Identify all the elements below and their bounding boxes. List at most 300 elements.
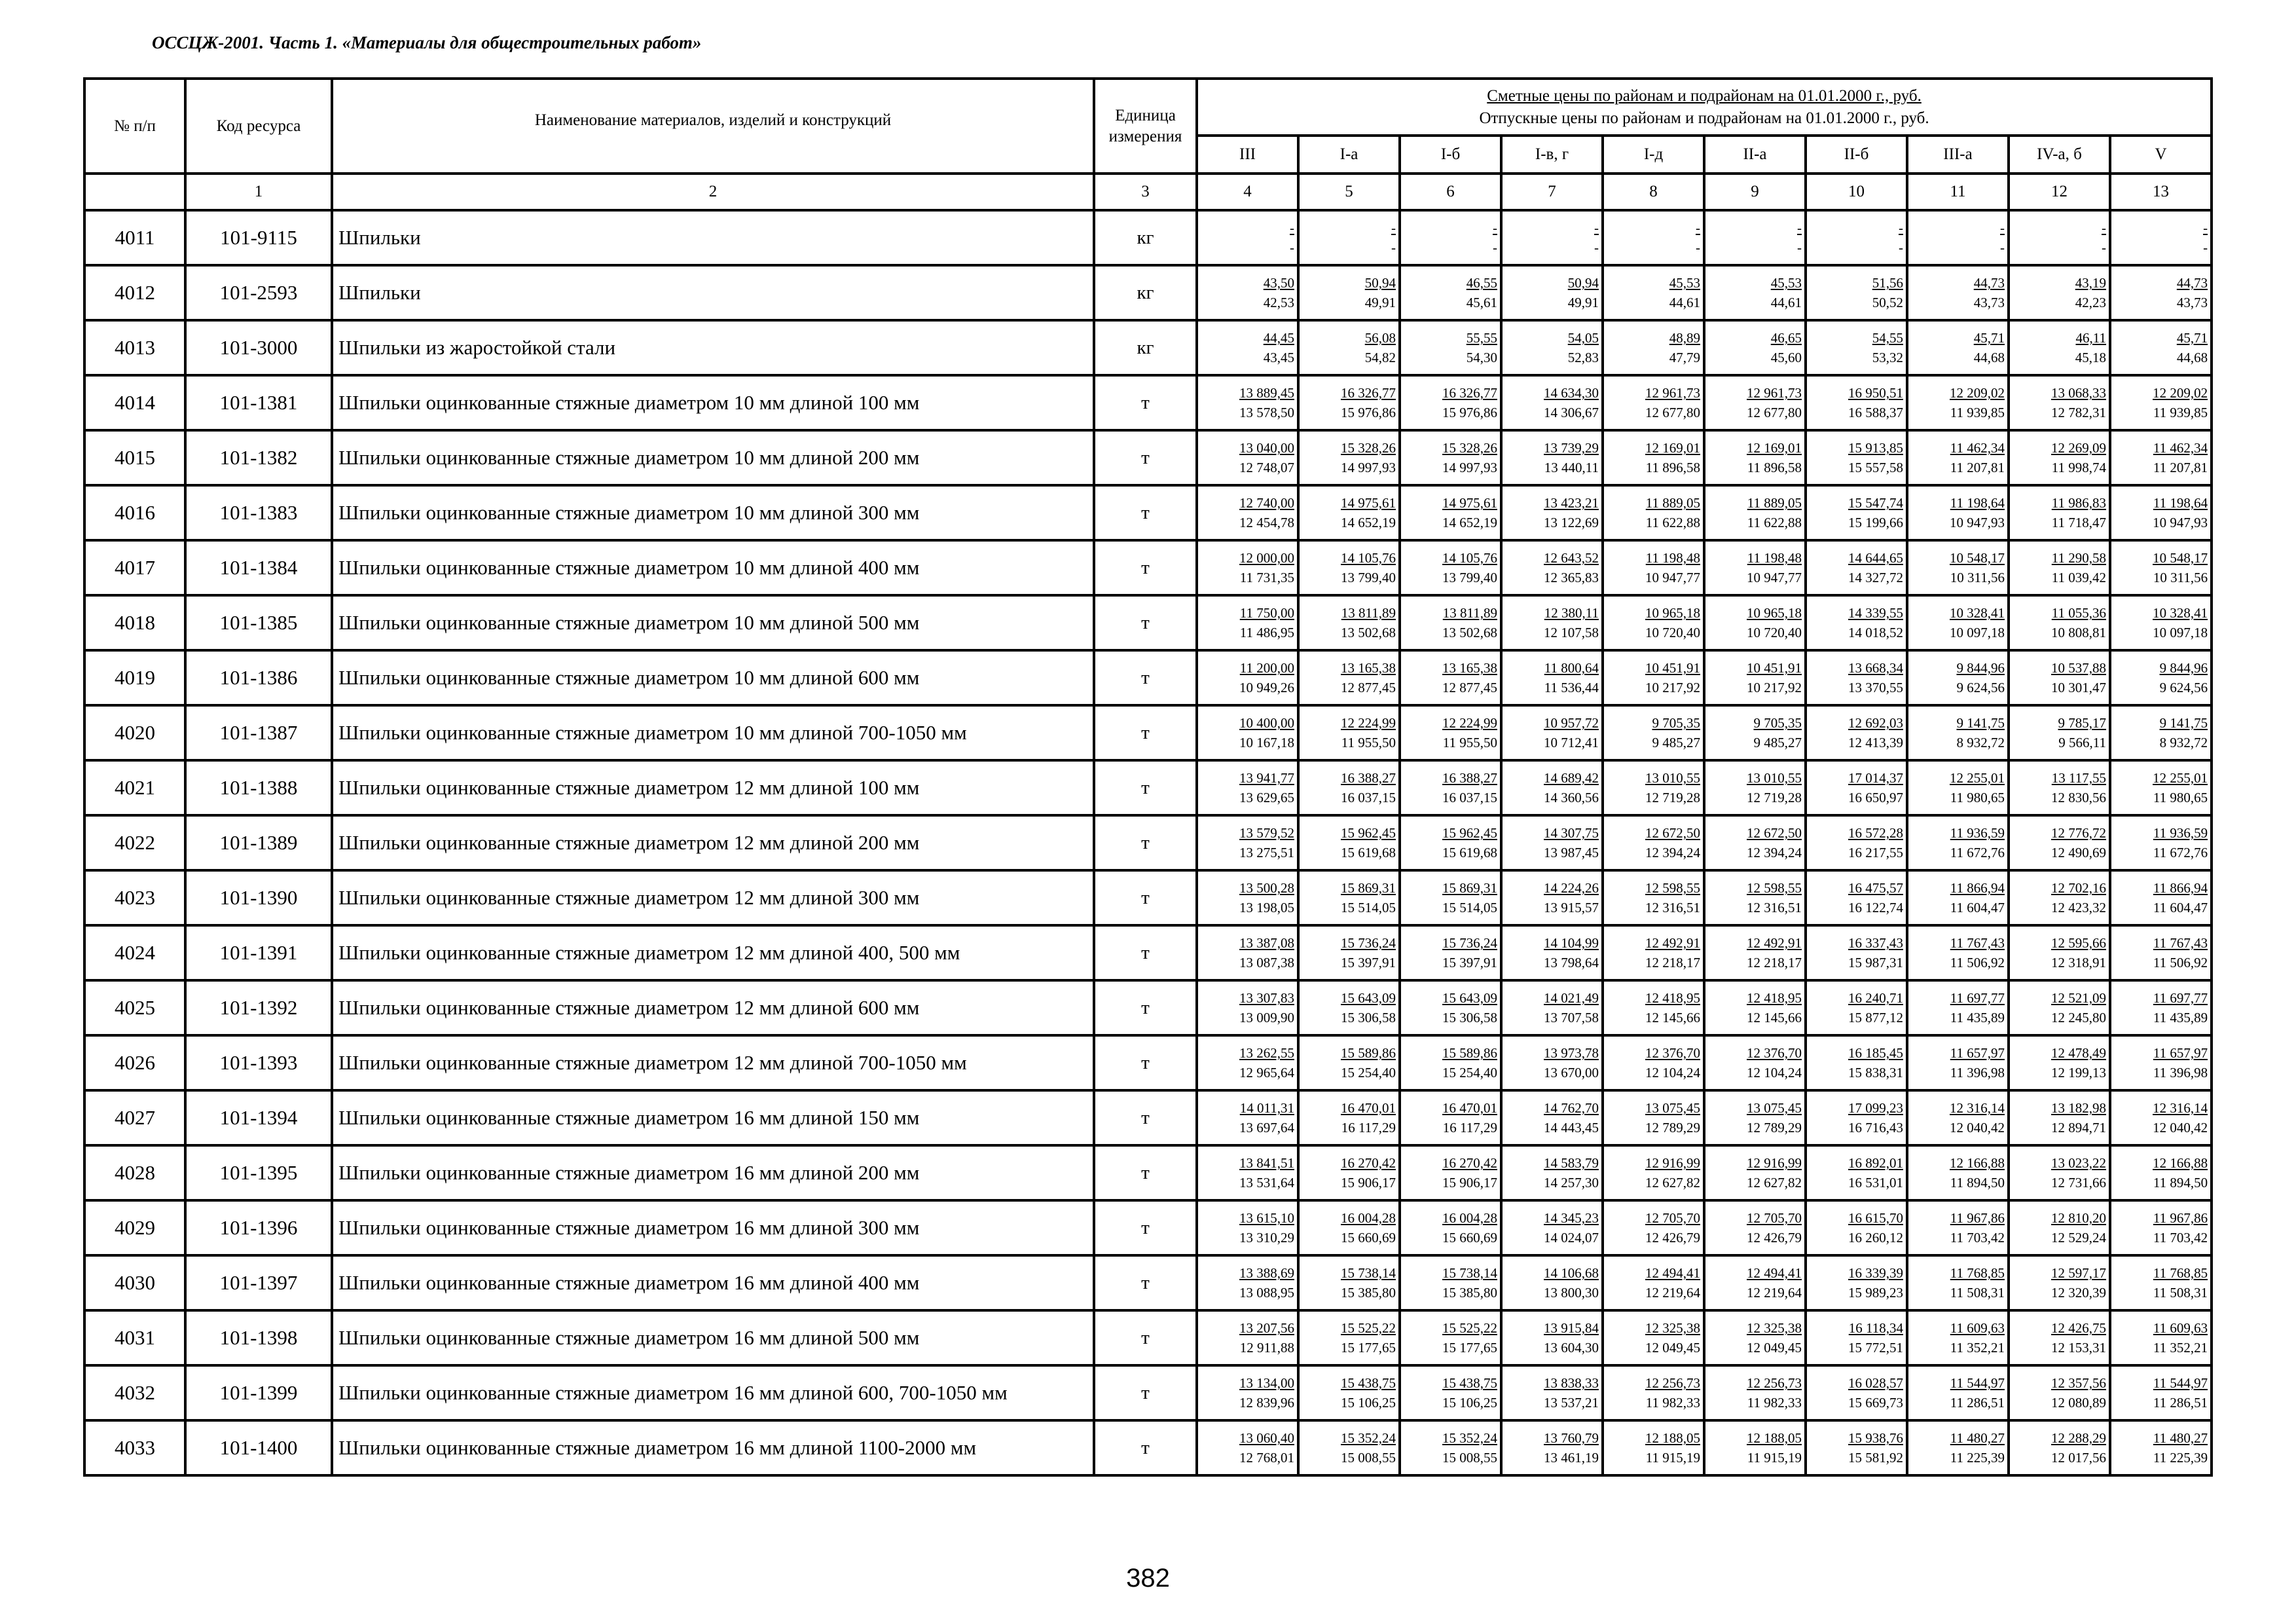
unit-of-measure: т xyxy=(1094,375,1197,430)
price-cell xyxy=(2110,265,2212,320)
unit-of-measure: т xyxy=(1094,925,1197,980)
estimate-price: 13 207,56 xyxy=(1239,1320,1294,1336)
price-cell xyxy=(1603,1035,1704,1090)
estimate-price: 12 209,02 xyxy=(2153,385,2208,401)
estimate-price: 14 634,30 xyxy=(1544,385,1599,401)
release-price: 11 982,33 xyxy=(1747,1395,1802,1411)
resource-code: 101-1395 xyxy=(185,1145,332,1200)
price-cell xyxy=(1806,1200,1907,1255)
estimate-price: 11 200,00 xyxy=(1239,660,1294,676)
price-cell xyxy=(2110,540,2212,595)
price-cell xyxy=(1603,760,1704,815)
price-cell xyxy=(1806,1035,1907,1090)
release-price: 12 145,66 xyxy=(1747,1010,1802,1025)
material-name: Шпильки xyxy=(332,265,1094,320)
release-price: 10 947,77 xyxy=(1747,570,1802,585)
table-row xyxy=(84,1310,2212,1365)
estimate-price: 11 936,59 xyxy=(1950,825,2005,841)
estimate-price: 11 767,43 xyxy=(1950,935,2005,951)
estimate-price: 12 426,75 xyxy=(2051,1320,2106,1336)
estimate-price: 11 768,85 xyxy=(2153,1265,2208,1281)
estimate-price: 12 255,01 xyxy=(2153,770,2208,786)
release-price: 11 703,42 xyxy=(2153,1230,2208,1246)
price-cell xyxy=(1603,485,1704,540)
release-price: 10 947,93 xyxy=(1950,515,2005,530)
column-number-cell: 11 xyxy=(1907,174,2009,210)
table-row xyxy=(84,1365,2212,1420)
estimate-price: 11 462,34 xyxy=(2153,440,2208,456)
material-name: Шпильки оцинкованные стяжные диаметром 16 мм длиной 300 мм xyxy=(332,1200,1094,1255)
estimate-price: 12 705,70 xyxy=(1645,1210,1700,1226)
estimate-price: 43,50 xyxy=(1263,275,1294,291)
release-price: 13 915,57 xyxy=(1544,900,1599,915)
estimate-price: - xyxy=(1290,220,1294,236)
estimate-price: 15 438,75 xyxy=(1442,1375,1497,1391)
estimate-price: 12 810,20 xyxy=(2051,1210,2106,1226)
release-price: 11 286,51 xyxy=(1950,1395,2005,1411)
release-price: 12 080,89 xyxy=(2051,1395,2106,1411)
price-cell xyxy=(1298,760,1400,815)
price-cell xyxy=(1806,595,1907,650)
estimate-price: 10 957,72 xyxy=(1544,715,1599,731)
release-price: 13 987,45 xyxy=(1544,845,1599,860)
release-price: 16 037,15 xyxy=(1442,790,1497,805)
price-cell xyxy=(1197,705,1298,760)
release-price: 10 167,18 xyxy=(1239,735,1294,750)
release-price: 13 440,11 xyxy=(1544,460,1599,475)
estimate-price: 12 256,73 xyxy=(1645,1375,1700,1391)
estimate-price: 14 975,61 xyxy=(1442,495,1497,511)
row-number: 4027 xyxy=(84,1090,185,1145)
release-price: 11 703,42 xyxy=(1950,1230,2005,1246)
release-price: 13 461,19 xyxy=(1544,1450,1599,1466)
estimate-price: 11 889,05 xyxy=(1747,495,1802,511)
price-cell xyxy=(2009,320,2110,375)
release-price: 11 622,88 xyxy=(1645,515,1700,530)
resource-code: 101-1384 xyxy=(185,540,332,595)
release-price: 15 989,23 xyxy=(1848,1285,1903,1301)
unit-of-measure: т xyxy=(1094,1090,1197,1145)
resource-code: 101-1399 xyxy=(185,1365,332,1420)
release-price: 11 352,21 xyxy=(1950,1340,2005,1356)
resource-code: 101-1381 xyxy=(185,375,332,430)
estimate-price: 12 188,05 xyxy=(1645,1430,1700,1446)
row-number: 4030 xyxy=(84,1255,185,1310)
price-cell xyxy=(1907,540,2009,595)
estimate-price: 14 307,75 xyxy=(1544,825,1599,841)
estimate-price: 45,71 xyxy=(2176,330,2208,346)
release-price: 15 838,31 xyxy=(1848,1065,1903,1080)
release-price: 15 877,12 xyxy=(1848,1010,1903,1025)
table-row xyxy=(84,980,2212,1035)
price-cell xyxy=(2009,980,2110,1035)
price-cell xyxy=(1197,375,1298,430)
estimate-price: 15 328,26 xyxy=(1442,440,1497,456)
estimate-price: 10 451,91 xyxy=(1645,660,1700,676)
price-header-release: Отпускные цены по районам и подрайонам на 01.01.2000 г., руб. xyxy=(1479,109,1929,127)
release-price: 10 097,18 xyxy=(1950,625,2005,640)
estimate-price: 12 325,38 xyxy=(1645,1320,1700,1336)
price-cell xyxy=(1501,210,1603,265)
estimate-price: 11 462,34 xyxy=(1950,440,2005,456)
estimate-price: 16 118,34 xyxy=(1848,1320,1903,1336)
price-cell xyxy=(1501,595,1603,650)
estimate-price: 10 400,00 xyxy=(1239,715,1294,731)
column-number-cell: 3 xyxy=(1094,174,1197,210)
price-cell xyxy=(2110,1200,2212,1255)
estimate-price: - xyxy=(1899,220,1903,236)
release-price: 16 588,37 xyxy=(1848,405,1903,420)
price-cell xyxy=(1704,870,1806,925)
estimate-price: 16 470,01 xyxy=(1442,1100,1497,1116)
price-cell xyxy=(1298,1145,1400,1200)
resource-code: 101-9115 xyxy=(185,210,332,265)
estimate-price: 12 478,49 xyxy=(2051,1045,2106,1061)
document-header: ОССЦЖ-2001. Часть 1. «Материалы для общестроительных работ» xyxy=(152,33,702,52)
price-cell xyxy=(1603,1255,1704,1310)
release-price: 10 217,92 xyxy=(1645,680,1700,695)
price-cell xyxy=(2009,375,2110,430)
price-cell xyxy=(1197,1200,1298,1255)
release-price: 15 906,17 xyxy=(1442,1175,1497,1190)
price-cell xyxy=(1298,1365,1400,1420)
unit-of-measure: т xyxy=(1094,1255,1197,1310)
estimate-price: 16 326,77 xyxy=(1442,385,1497,401)
price-cell xyxy=(1501,980,1603,1035)
release-price: 15 660,69 xyxy=(1442,1230,1497,1246)
row-number: 4033 xyxy=(84,1420,185,1475)
price-cell xyxy=(1704,1090,1806,1145)
estimate-price: 13 841,51 xyxy=(1239,1155,1294,1171)
price-cell xyxy=(1806,320,1907,375)
estimate-price: 9 141,75 xyxy=(2159,715,2208,731)
release-price: 15 514,05 xyxy=(1341,900,1396,915)
price-cell xyxy=(1806,1365,1907,1420)
price-cell xyxy=(1501,1200,1603,1255)
price-cell xyxy=(1197,650,1298,705)
price-cell xyxy=(1298,1310,1400,1365)
estimate-price: - xyxy=(1493,220,1497,236)
release-price: 12 423,32 xyxy=(2051,900,2106,915)
release-price: 12 218,17 xyxy=(1747,955,1802,970)
release-price: 15 619,68 xyxy=(1341,845,1396,860)
price-cell xyxy=(2009,760,2110,815)
table-row xyxy=(84,320,2212,375)
estimate-price: 14 975,61 xyxy=(1341,495,1396,511)
resource-code: 101-1394 xyxy=(185,1090,332,1145)
release-price: 12 529,24 xyxy=(2051,1230,2106,1246)
estimate-price: 13 307,83 xyxy=(1239,990,1294,1006)
estimate-price: - xyxy=(1696,220,1700,236)
price-cell xyxy=(1197,1090,1298,1145)
price-cell xyxy=(1704,595,1806,650)
estimate-price: 14 339,55 xyxy=(1848,605,1903,621)
estimate-price: 15 869,31 xyxy=(1442,880,1497,896)
estimate-price: 13 423,21 xyxy=(1544,495,1599,511)
column-number-cell: 10 xyxy=(1806,174,1907,210)
release-price: 10 311,56 xyxy=(2153,570,2208,585)
estimate-price: 11 967,86 xyxy=(2153,1210,2208,1226)
release-price: 10 947,77 xyxy=(1645,570,1700,585)
table-row xyxy=(84,265,2212,320)
estimate-price: 12 521,09 xyxy=(2051,990,2106,1006)
release-price: 16 117,29 xyxy=(1341,1120,1396,1135)
release-price: 11 896,58 xyxy=(1747,460,1802,475)
release-price: 10 808,81 xyxy=(2051,625,2106,640)
release-price: 15 008,55 xyxy=(1341,1450,1396,1466)
estimate-price: 54,05 xyxy=(1567,330,1599,346)
release-price: 12 218,17 xyxy=(1645,955,1700,970)
release-price: 11 435,89 xyxy=(2153,1010,2208,1025)
estimate-price: 13 889,45 xyxy=(1239,385,1294,401)
price-cell xyxy=(2110,870,2212,925)
price-cell xyxy=(2009,870,2110,925)
estimate-price: 43,19 xyxy=(2075,275,2106,291)
estimate-price: 10 537,88 xyxy=(2051,660,2106,676)
price-cell xyxy=(1400,320,1501,375)
column-number-cell: 2 xyxy=(332,174,1094,210)
resource-code: 101-1393 xyxy=(185,1035,332,1090)
release-price: 11 506,92 xyxy=(1950,955,2005,970)
release-price: 13 798,64 xyxy=(1544,955,1599,970)
release-price: 16 716,43 xyxy=(1848,1120,1903,1135)
estimate-price: 11 055,36 xyxy=(2051,605,2106,621)
release-price: 16 650,97 xyxy=(1848,790,1903,805)
price-cell xyxy=(1907,265,2009,320)
release-price: 16 117,29 xyxy=(1442,1120,1497,1135)
price-cell xyxy=(1298,1200,1400,1255)
release-price: 11 980,65 xyxy=(2153,790,2208,805)
price-cell xyxy=(2110,980,2212,1035)
price-cell xyxy=(1501,430,1603,485)
price-cell xyxy=(1806,430,1907,485)
estimate-price: 16 004,28 xyxy=(1341,1210,1396,1226)
price-cell xyxy=(1907,870,2009,925)
estimate-price: 16 270,42 xyxy=(1341,1155,1396,1171)
resource-code: 101-1387 xyxy=(185,705,332,760)
row-number: 4029 xyxy=(84,1200,185,1255)
release-price: 10 720,40 xyxy=(1747,625,1802,640)
price-cell xyxy=(2009,1145,2110,1200)
unit-of-measure: т xyxy=(1094,485,1197,540)
release-price: 11 939,85 xyxy=(2153,405,2208,420)
price-cell xyxy=(1704,760,1806,815)
release-price: 11 982,33 xyxy=(1645,1395,1700,1411)
release-price: 15 557,58 xyxy=(1848,460,1903,475)
resource-code: 101-1388 xyxy=(185,760,332,815)
price-cell xyxy=(1806,1145,1907,1200)
estimate-price: 12 595,66 xyxy=(2051,935,2106,951)
estimate-price: 13 068,33 xyxy=(2051,385,2106,401)
estimate-price: 10 451,91 xyxy=(1747,660,1802,676)
price-cell xyxy=(1400,1255,1501,1310)
release-price: 12 719,28 xyxy=(1747,790,1802,805)
table-row xyxy=(84,1420,2212,1475)
price-cell xyxy=(1806,650,1907,705)
release-price: 12 365,83 xyxy=(1544,570,1599,585)
price-cell xyxy=(1907,1200,2009,1255)
material-name: Шпильки оцинкованные стяжные диаметром 10 мм длиной 600 мм xyxy=(332,650,1094,705)
estimate-price: 14 105,76 xyxy=(1442,550,1497,566)
row-number: 4013 xyxy=(84,320,185,375)
release-price: 13 087,38 xyxy=(1239,955,1294,970)
estimate-price: 12 376,70 xyxy=(1747,1045,1802,1061)
price-cell xyxy=(1704,815,1806,870)
release-price: 14 652,19 xyxy=(1341,515,1396,530)
price-cell xyxy=(1806,980,1907,1035)
estimate-price: 45,53 xyxy=(1669,275,1700,291)
estimate-price: 44,45 xyxy=(1263,330,1294,346)
price-cell xyxy=(1298,650,1400,705)
estimate-price: 11 866,94 xyxy=(1950,880,2005,896)
price-cell xyxy=(1400,760,1501,815)
price-cell xyxy=(1907,1255,2009,1310)
price-cell xyxy=(1197,210,1298,265)
estimate-price: 11 544,97 xyxy=(2153,1375,2208,1391)
price-cell xyxy=(1806,1310,1907,1365)
estimate-price: 12 916,99 xyxy=(1645,1155,1700,1171)
estimate-price: 16 950,51 xyxy=(1848,385,1903,401)
price-cell xyxy=(2110,375,2212,430)
release-price: 45,61 xyxy=(1466,295,1497,310)
price-cell xyxy=(1501,540,1603,595)
price-cell xyxy=(1907,650,2009,705)
release-price: 13 198,05 xyxy=(1239,900,1294,915)
release-price: 11 604,47 xyxy=(1950,900,2005,915)
unit-of-measure: т xyxy=(1094,760,1197,815)
table-row xyxy=(84,210,2212,265)
release-price: 14 018,52 xyxy=(1848,625,1903,640)
release-price: 11 508,31 xyxy=(2153,1285,2208,1301)
row-number: 4032 xyxy=(84,1365,185,1420)
estimate-price: 13 500,28 xyxy=(1239,880,1294,896)
release-price: 11 894,50 xyxy=(2153,1175,2208,1190)
estimate-price: 54,55 xyxy=(1872,330,1903,346)
unit-of-measure: т xyxy=(1094,815,1197,870)
release-price: 12 782,31 xyxy=(2051,405,2106,420)
price-cell xyxy=(2009,1420,2110,1475)
estimate-price: 12 166,88 xyxy=(2153,1155,2208,1171)
estimate-price: 11 767,43 xyxy=(2153,935,2208,951)
price-cell xyxy=(2009,705,2110,760)
estimate-price: 10 965,18 xyxy=(1645,605,1700,621)
release-price: 12 426,79 xyxy=(1645,1230,1700,1246)
price-cell xyxy=(2110,430,2212,485)
estimate-price: 16 470,01 xyxy=(1341,1100,1396,1116)
release-price: 11 955,50 xyxy=(1442,735,1497,750)
price-cell xyxy=(1907,1365,2009,1420)
price-cell xyxy=(1806,485,1907,540)
estimate-price: 9 705,35 xyxy=(1652,715,1700,731)
material-name: Шпильки оцинкованные стяжные диаметром 16 мм длиной 1100-2000 мм xyxy=(332,1420,1094,1475)
price-cell xyxy=(1806,1420,1907,1475)
estimate-price: 13 388,69 xyxy=(1239,1265,1294,1281)
estimate-price: 13 579,52 xyxy=(1239,825,1294,841)
table-row xyxy=(84,760,2212,815)
release-price: 15 254,40 xyxy=(1442,1065,1497,1080)
material-name: Шпильки оцинкованные стяжные диаметром 16 мм длиной 500 мм xyxy=(332,1310,1094,1365)
release-price: 15 306,58 xyxy=(1341,1010,1396,1025)
release-price: 12 677,80 xyxy=(1747,405,1802,420)
column-number-row xyxy=(84,174,2212,210)
price-cell xyxy=(1806,925,1907,980)
estimate-price: 13 075,45 xyxy=(1747,1100,1802,1116)
estimate-price: 16 388,27 xyxy=(1442,770,1497,786)
price-cell xyxy=(1501,1310,1603,1365)
estimate-price: 12 380,11 xyxy=(1544,605,1599,621)
release-price: 11 731,35 xyxy=(1239,570,1294,585)
estimate-price: 15 938,76 xyxy=(1848,1430,1903,1446)
release-price: 15 254,40 xyxy=(1341,1065,1396,1080)
estimate-price: 10 548,17 xyxy=(1950,550,2005,566)
price-cell xyxy=(1704,1255,1806,1310)
release-price: 12 153,31 xyxy=(2051,1340,2106,1356)
price-cell xyxy=(1603,1145,1704,1200)
release-price: 12 426,79 xyxy=(1747,1230,1802,1246)
unit-of-measure: т xyxy=(1094,1035,1197,1090)
estimate-price: 12 188,05 xyxy=(1747,1430,1802,1446)
release-price: 11 435,89 xyxy=(1950,1010,2005,1025)
resource-code: 101-1400 xyxy=(185,1420,332,1475)
material-name: Шпильки оцинкованные стяжные диаметром 12 мм длиной 100 мм xyxy=(332,760,1094,815)
unit-of-measure: кг xyxy=(1094,265,1197,320)
release-price: 12 145,66 xyxy=(1645,1010,1700,1025)
release-price: 12 040,42 xyxy=(2153,1120,2208,1135)
release-price: 11 915,19 xyxy=(1747,1450,1802,1466)
region-header-cell: III xyxy=(1197,136,1298,174)
unit-of-measure: кг xyxy=(1094,210,1197,265)
release-price: 13 800,30 xyxy=(1544,1285,1599,1301)
row-number: 4024 xyxy=(84,925,185,980)
column-number-cell: 6 xyxy=(1400,174,1501,210)
price-cell xyxy=(2009,540,2110,595)
price-cell xyxy=(1501,375,1603,430)
release-price: 43,45 xyxy=(1263,350,1294,365)
price-cell xyxy=(1501,815,1603,870)
table-row xyxy=(84,1145,2212,1200)
release-price: 12 394,24 xyxy=(1747,845,1802,860)
release-price: 9 485,27 xyxy=(1753,735,1802,750)
material-name: Шпильки оцинкованные стяжные диаметром 12 мм длиной 700-1050 мм xyxy=(332,1035,1094,1090)
row-number: 4023 xyxy=(84,870,185,925)
price-table xyxy=(83,77,2213,1477)
estimate-price: 11 986,83 xyxy=(2051,495,2106,511)
price-cell xyxy=(1400,1035,1501,1090)
estimate-price: 48,89 xyxy=(1669,330,1700,346)
estimate-price: 9 785,17 xyxy=(2058,715,2106,731)
price-cell xyxy=(2110,705,2212,760)
price-cell xyxy=(1298,925,1400,980)
estimate-price: 14 011,31 xyxy=(1239,1100,1294,1116)
estimate-price: 12 255,01 xyxy=(1950,770,2005,786)
resource-code: 101-3000 xyxy=(185,320,332,375)
estimate-price: 12 597,17 xyxy=(2051,1265,2106,1281)
release-price: 11 286,51 xyxy=(2153,1395,2208,1411)
estimate-price: 15 352,24 xyxy=(1341,1430,1396,1446)
unit-of-measure: т xyxy=(1094,980,1197,1035)
estimate-price: 13 615,10 xyxy=(1239,1210,1294,1226)
release-price: 12 316,51 xyxy=(1747,900,1802,915)
estimate-price: 9 141,75 xyxy=(1956,715,2005,731)
estimate-price: 12 494,41 xyxy=(1747,1265,1802,1281)
estimate-price: - xyxy=(1594,220,1599,236)
estimate-price: 15 525,22 xyxy=(1341,1320,1396,1336)
price-cell xyxy=(1298,485,1400,540)
estimate-price: 14 021,49 xyxy=(1544,990,1599,1006)
estimate-price: 14 104,99 xyxy=(1544,935,1599,951)
price-cell xyxy=(2009,1310,2110,1365)
estimate-price: 14 105,76 xyxy=(1341,550,1396,566)
